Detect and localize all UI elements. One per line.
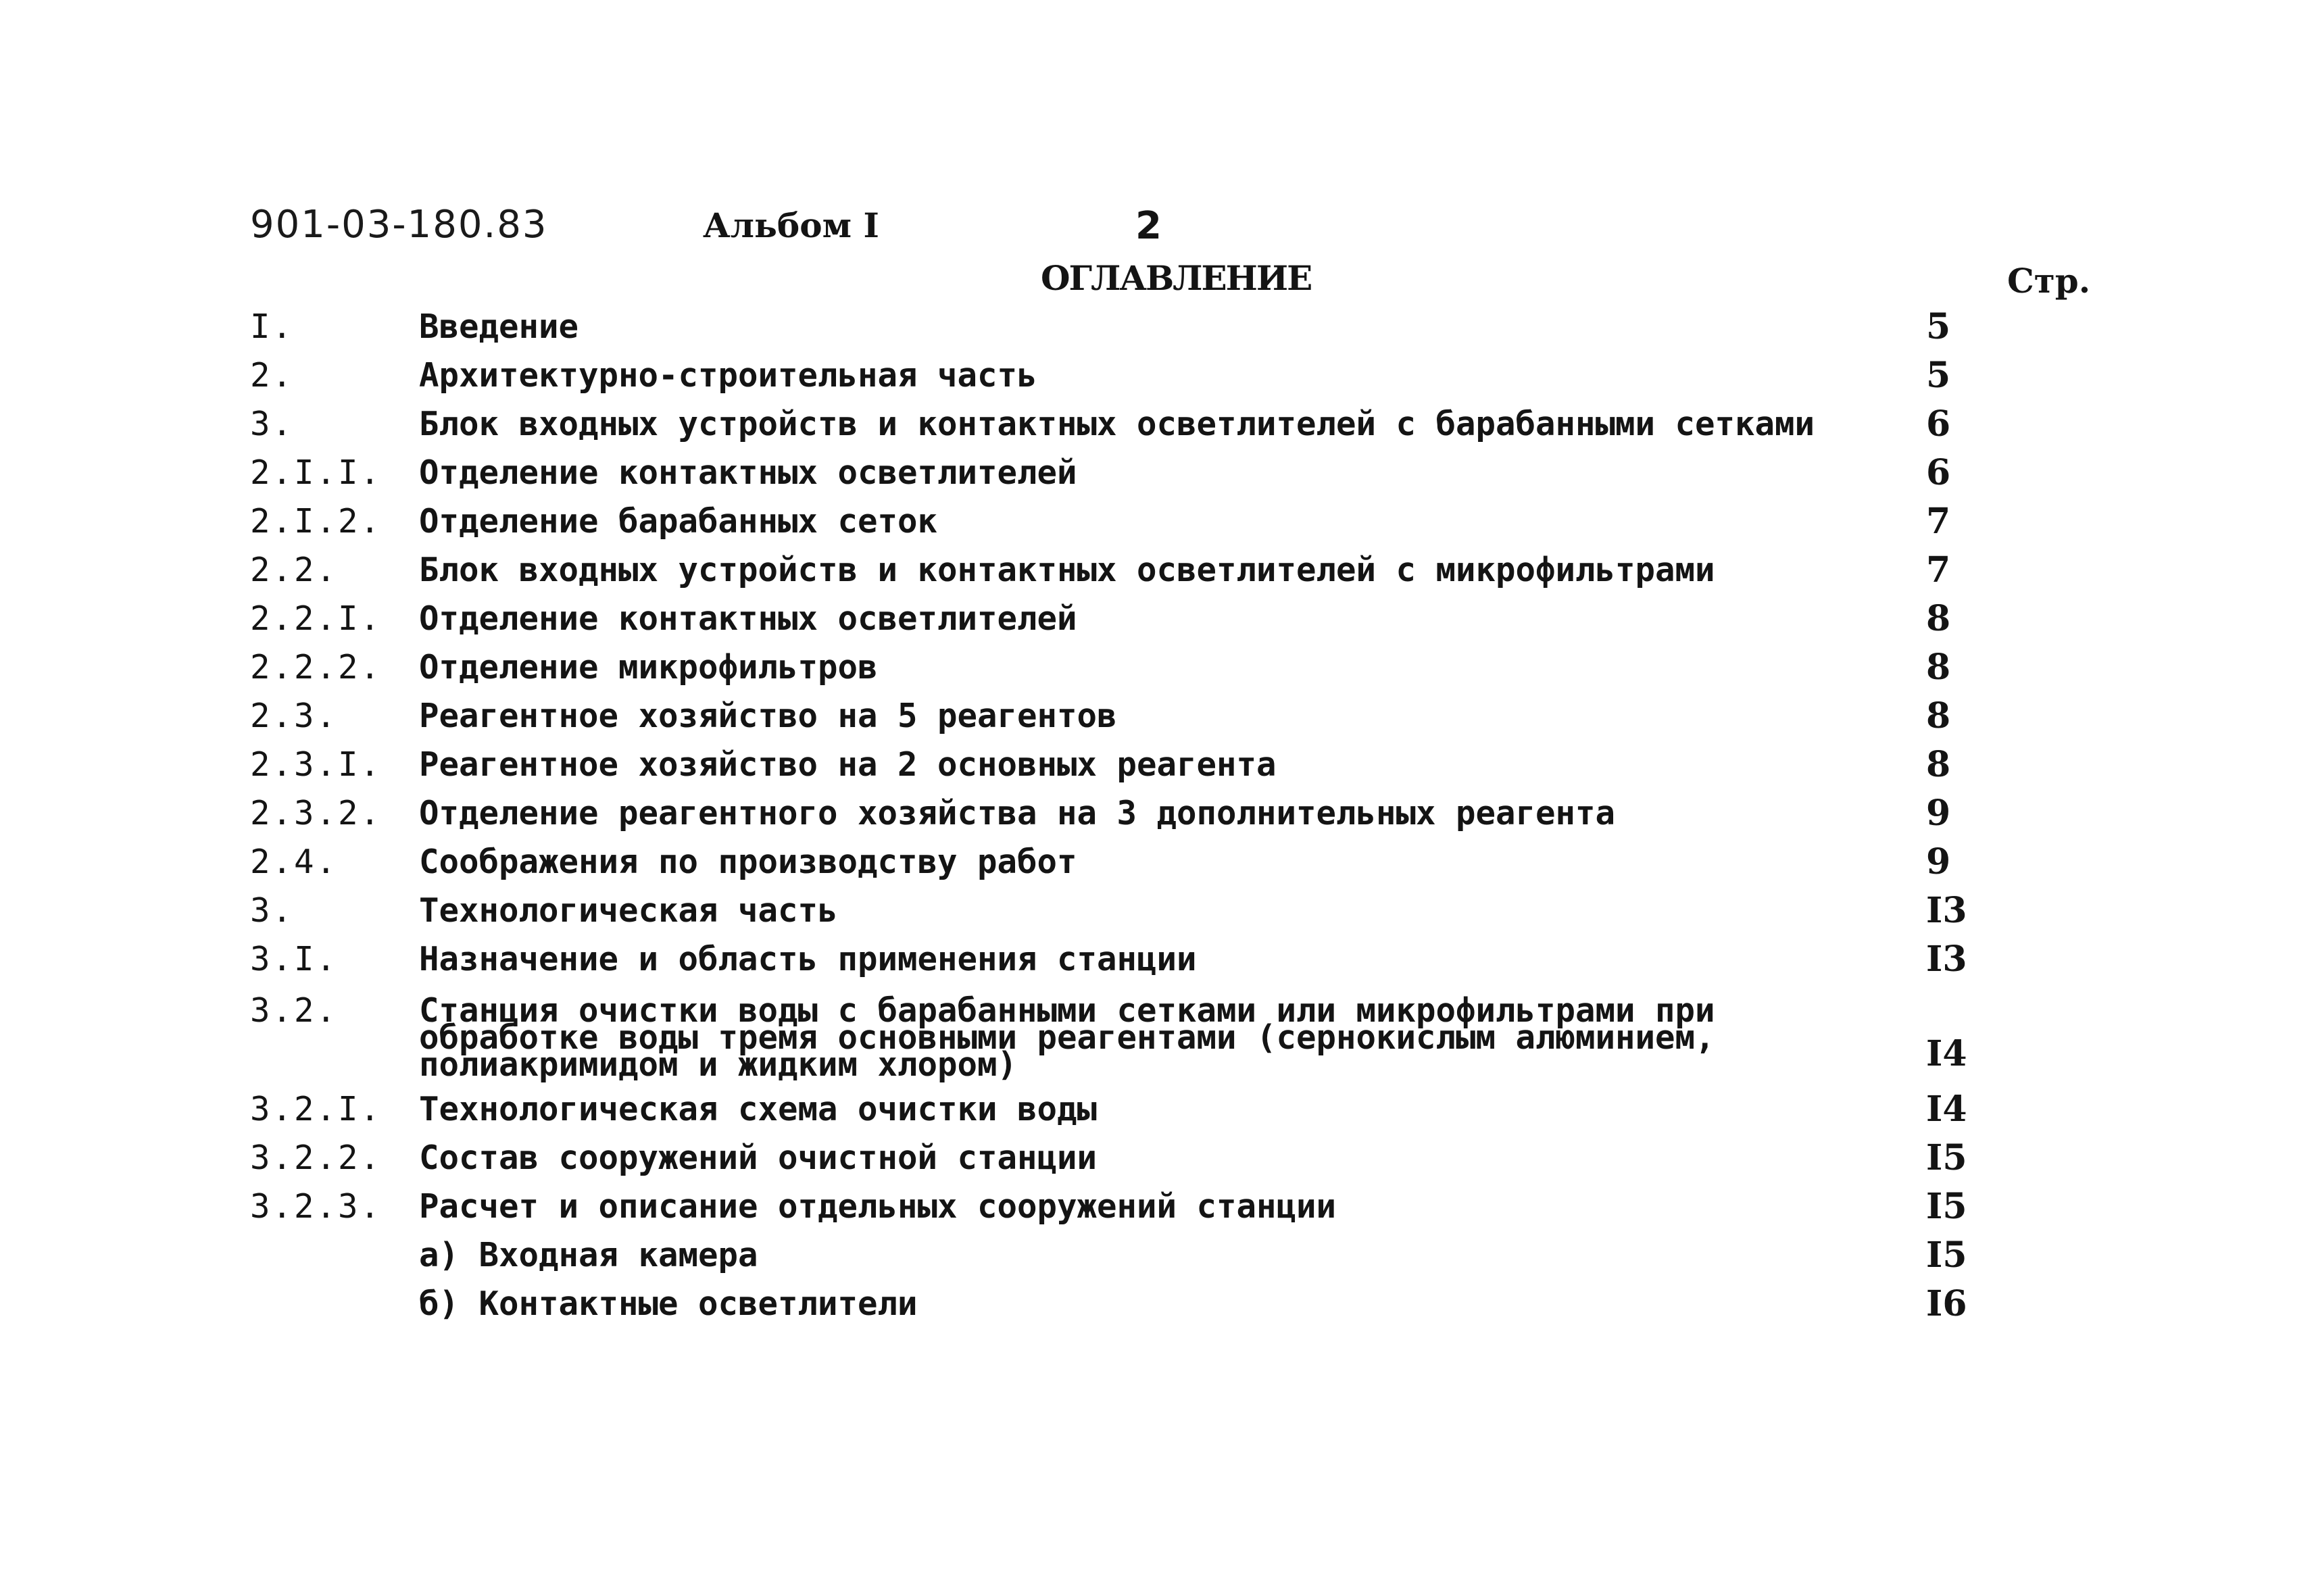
toc-entry-number: 2.4.: [250, 843, 339, 881]
toc-entry: [250, 546, 2129, 595]
toc-entry: [250, 984, 2129, 1085]
toc-entry: [250, 1182, 2129, 1231]
toc-entry-page: I6: [1926, 1283, 1967, 1324]
toc-entry-page: 8: [1926, 598, 1951, 639]
toc-entry-page: 5: [1926, 355, 1951, 396]
toc-entry-number: 3.2.2.: [250, 1139, 383, 1177]
page-column-header: Стр.: [2007, 261, 2091, 301]
toc-title-row: [250, 258, 2115, 305]
toc-entry-page: 9: [1926, 841, 1951, 882]
toc-entry-text: Состав сооружений очистной станции: [419, 1139, 1098, 1177]
toc-entry-number: 2.3.2.: [250, 794, 383, 832]
toc-entry: [250, 1280, 2129, 1328]
toc-entry-text: Назначение и область применения станции: [419, 940, 1197, 978]
toc-entry-text: Отделение реагентного хозяйства на 3 дополнительных реагента: [419, 794, 1616, 832]
toc-entry-number: 2.2.2.: [250, 648, 383, 687]
toc-entry-number: 3.2.: [250, 991, 339, 1030]
toc-entry-number: 3.I.: [250, 940, 339, 978]
toc-entry: [250, 887, 2129, 935]
toc-entry-page: I5: [1926, 1235, 1967, 1276]
toc-entry-text: Блок входных устройств и контактных осветлителей с микрофильтрами: [419, 551, 1715, 589]
toc-entry-page: I4: [1926, 1033, 1967, 1074]
toc-entry-text: Архитектурно-строительная часть: [419, 356, 1037, 395]
toc-entry-page: 7: [1926, 501, 1951, 542]
toc-entry-number: 2.: [250, 356, 295, 395]
toc-entry-number: 2.I.I.: [250, 453, 383, 492]
toc-entry-page: 8: [1926, 695, 1951, 737]
toc-entry-text: Отделение контактных осветлителей: [419, 453, 1077, 492]
toc-entry-number: 3.: [250, 405, 295, 443]
album-label: Альбом I: [703, 205, 879, 245]
toc-entry-text: Отделение микрофильтров: [419, 648, 878, 687]
page-header: [250, 203, 2142, 250]
toc-entry-page: 8: [1926, 647, 1951, 688]
toc-entry-number: 2.3.: [250, 697, 339, 735]
toc-entry-page: I3: [1926, 939, 1967, 980]
toc-entry-text: а) Входная камера: [419, 1236, 758, 1274]
toc-entry-text: Технологическая часть: [419, 891, 838, 930]
toc-entry-text: б) Контактные осветлители: [419, 1285, 918, 1323]
toc-entry-page: 6: [1926, 403, 1951, 445]
toc-entry: [250, 1085, 2129, 1134]
toc-entry-text: Введение: [419, 307, 579, 346]
toc-entry-text: Расчет и описание отдельных сооружений станции: [419, 1187, 1337, 1226]
toc-entry-page: 7: [1926, 549, 1951, 591]
toc-entry-page: I4: [1926, 1089, 1967, 1130]
toc-entry: [250, 497, 2129, 546]
toc-entry: [250, 1231, 2129, 1280]
page-number: 2: [1135, 204, 1162, 248]
toc-entry: [250, 838, 2129, 887]
toc-entry-page: I5: [1926, 1137, 1967, 1178]
toc-entry-text: Реагентное хозяйство на 2 основных реагента: [419, 745, 1277, 784]
toc-entry: [250, 303, 2129, 351]
toc-entry-text: Станция очистки воды с барабанными сетками или микрофильтрами при обработке воды тремя основными реагентами (сернокислым алюминием, полиакримидом и жидким хлором): [419, 991, 1715, 1084]
toc-entry-number: 2.2.: [250, 551, 339, 589]
table-of-contents: [250, 303, 2129, 1328]
toc-entry-number: 2.3.I.: [250, 745, 383, 784]
toc-entry-number: 2.2.I.: [250, 599, 383, 638]
toc-entry-text: Отделение контактных осветлителей: [419, 599, 1077, 638]
toc-entry-text: Технологическая схема очистки воды: [419, 1090, 1098, 1128]
toc-entry: [250, 351, 2129, 400]
toc-entry-number: 3.2.I.: [250, 1090, 383, 1128]
toc-entry-number: 3.: [250, 891, 295, 930]
toc-entry: [250, 595, 2129, 643]
toc-entry-text: Соображения по производству работ: [419, 843, 1077, 881]
toc-entry-text: Отделение барабанных сеток: [419, 502, 938, 541]
toc-entry: [250, 692, 2129, 741]
toc-title: ОГЛАВЛЕНИЕ: [1041, 258, 1312, 298]
toc-entry-number: 2.I.2.: [250, 502, 383, 541]
document-code: 901-03-180.83: [250, 203, 548, 247]
toc-entry: [250, 643, 2129, 692]
toc-entry: [250, 1134, 2129, 1182]
toc-entry-text: Блок входных устройств и контактных осветлителей с барабанными сетками: [419, 405, 1815, 443]
toc-entry: [250, 741, 2129, 789]
toc-entry-page: 8: [1926, 744, 1951, 785]
toc-entry: [250, 449, 2129, 497]
toc-entry-page: I3: [1926, 890, 1967, 931]
toc-entry-text: Реагентное хозяйство на 5 реагентов: [419, 697, 1117, 735]
toc-entry-page: I5: [1926, 1186, 1967, 1227]
toc-entry: [250, 789, 2129, 838]
toc-entry-number: I.: [250, 307, 295, 346]
toc-entry: [250, 400, 2129, 449]
toc-entry-number: 3.2.3.: [250, 1187, 383, 1226]
toc-entry-page: 6: [1926, 452, 1951, 493]
toc-entry-page: 5: [1926, 306, 1951, 347]
toc-entry: [250, 935, 2129, 984]
toc-entry-page: 9: [1926, 793, 1951, 834]
